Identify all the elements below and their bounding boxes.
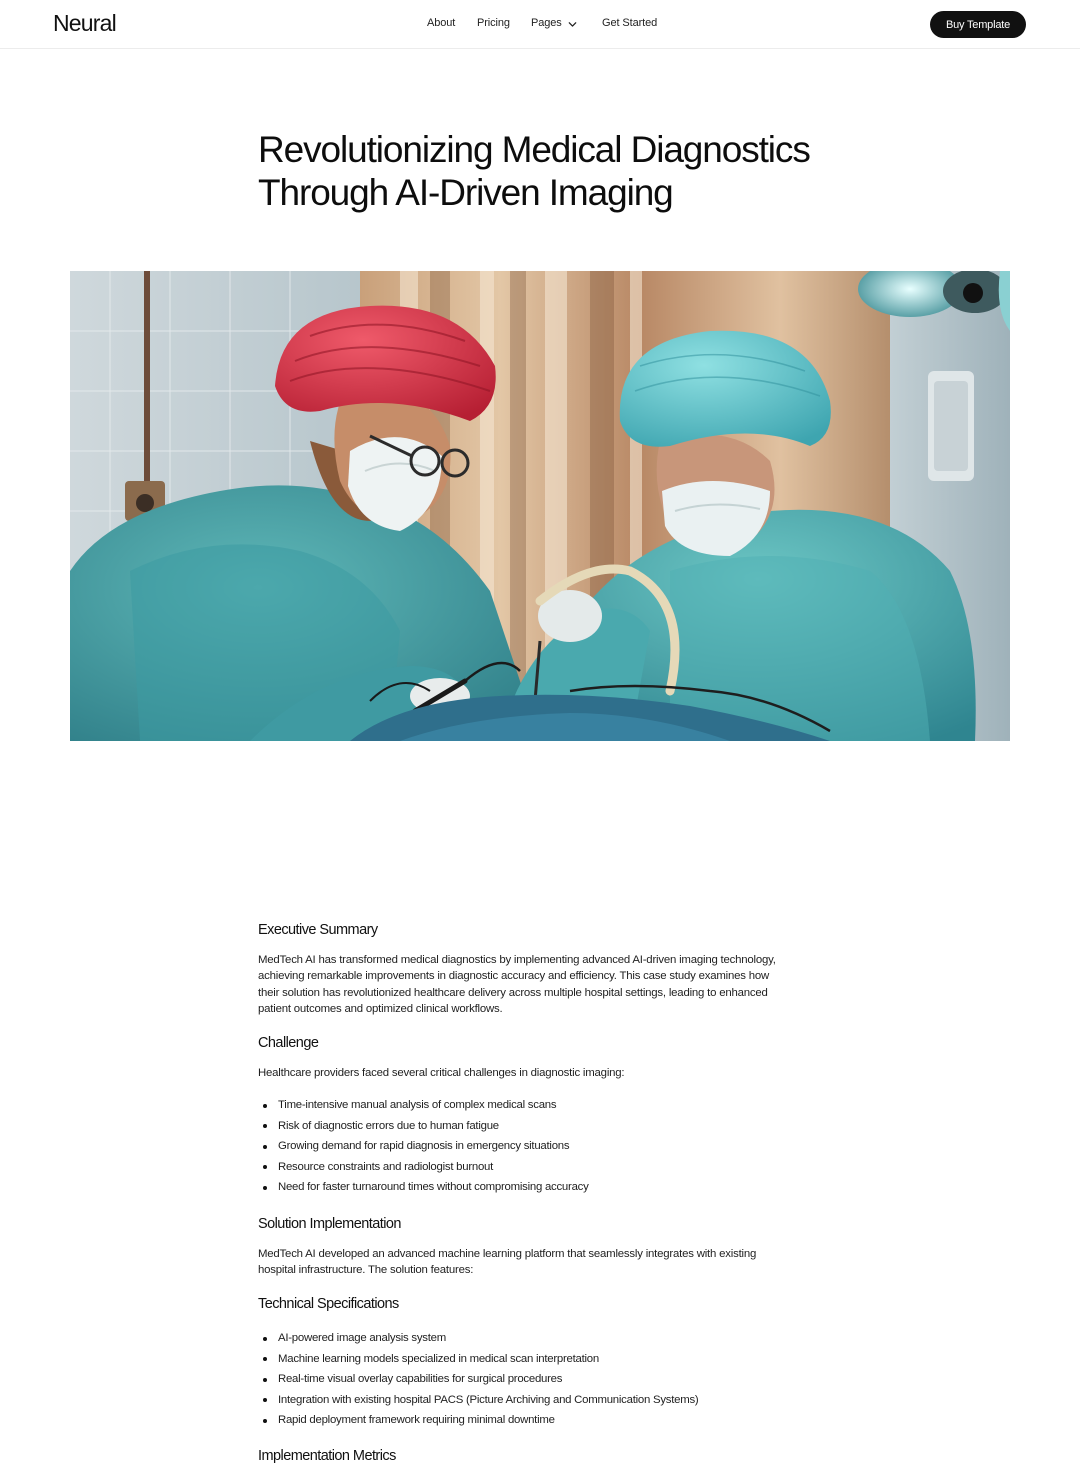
list-item: Need for faster turnaround times without compromising accuracy xyxy=(258,1177,818,1198)
challenge-heading: Challenge xyxy=(258,1035,319,1051)
list-item: Risk of diagnostic errors due to human fatigue xyxy=(258,1116,818,1137)
list-item: Machine learning models specialized in medical scan interpretation xyxy=(258,1349,818,1370)
technical-specs-list xyxy=(258,1328,818,1431)
hero-image xyxy=(70,271,1010,741)
challenge-list xyxy=(258,1095,818,1198)
nav-about-link[interactable]: About xyxy=(427,17,456,29)
title-line-2: Through AI-Driven Imaging xyxy=(258,172,673,213)
chevron-down-icon[interactable] xyxy=(567,19,578,30)
nav-get-started-link[interactable]: Get Started xyxy=(602,17,658,29)
executive-summary-heading: Executive Summary xyxy=(258,922,378,938)
list-item: Real-time visual overlay capabilities for surgical procedures xyxy=(258,1369,818,1390)
title-line-1: Revolutionizing Medical Diagnostics xyxy=(258,129,810,170)
list-item: Time-intensive manual analysis of complex medical scans xyxy=(258,1095,818,1116)
nav-pricing-link[interactable]: Pricing xyxy=(477,17,510,29)
nav-pages-dropdown[interactable]: Pages xyxy=(531,17,562,29)
logo[interactable]: Neural xyxy=(53,10,116,36)
solution-heading: Solution Implementation xyxy=(258,1216,401,1232)
list-item: Resource constraints and radiologist burnout xyxy=(258,1157,818,1178)
challenge-intro: Healthcare providers faced several critical challenges in diagnostic imaging: xyxy=(258,1067,625,1079)
list-item: Integration with existing hospital PACS (Picture Archiving and Communication Systems) xyxy=(258,1390,818,1411)
buy-template-button[interactable]: Buy Template xyxy=(930,11,1026,38)
implementation-metrics-heading: Implementation Metrics xyxy=(258,1448,396,1464)
page-title xyxy=(258,128,898,214)
list-item: Growing demand for rapid diagnosis in emergency situations xyxy=(258,1136,818,1157)
list-item: AI-powered image analysis system xyxy=(258,1328,818,1349)
list-item: Rapid deployment framework requiring minimal downtime xyxy=(258,1410,818,1431)
main-nav xyxy=(0,17,1080,33)
site-header xyxy=(0,0,1080,49)
executive-summary-text: MedTech AI has transformed medical diagnostics by implementing advanced AI-driven imaging technology, achieving remarkable improvements in diagnostic accuracy and efficiency. This case study examines how their solution has revolutionized healthcare delivery across multiple hospital settings, leading to enhanced patient outcomes and optimized clinical workflows. xyxy=(258,954,776,1016)
technical-specs-heading: Technical Specifications xyxy=(258,1296,399,1312)
solution-text: MedTech AI developed an advanced machine learning platform that seamlessly integrates with existing hospital infrastructure. The solution features: xyxy=(258,1248,757,1277)
